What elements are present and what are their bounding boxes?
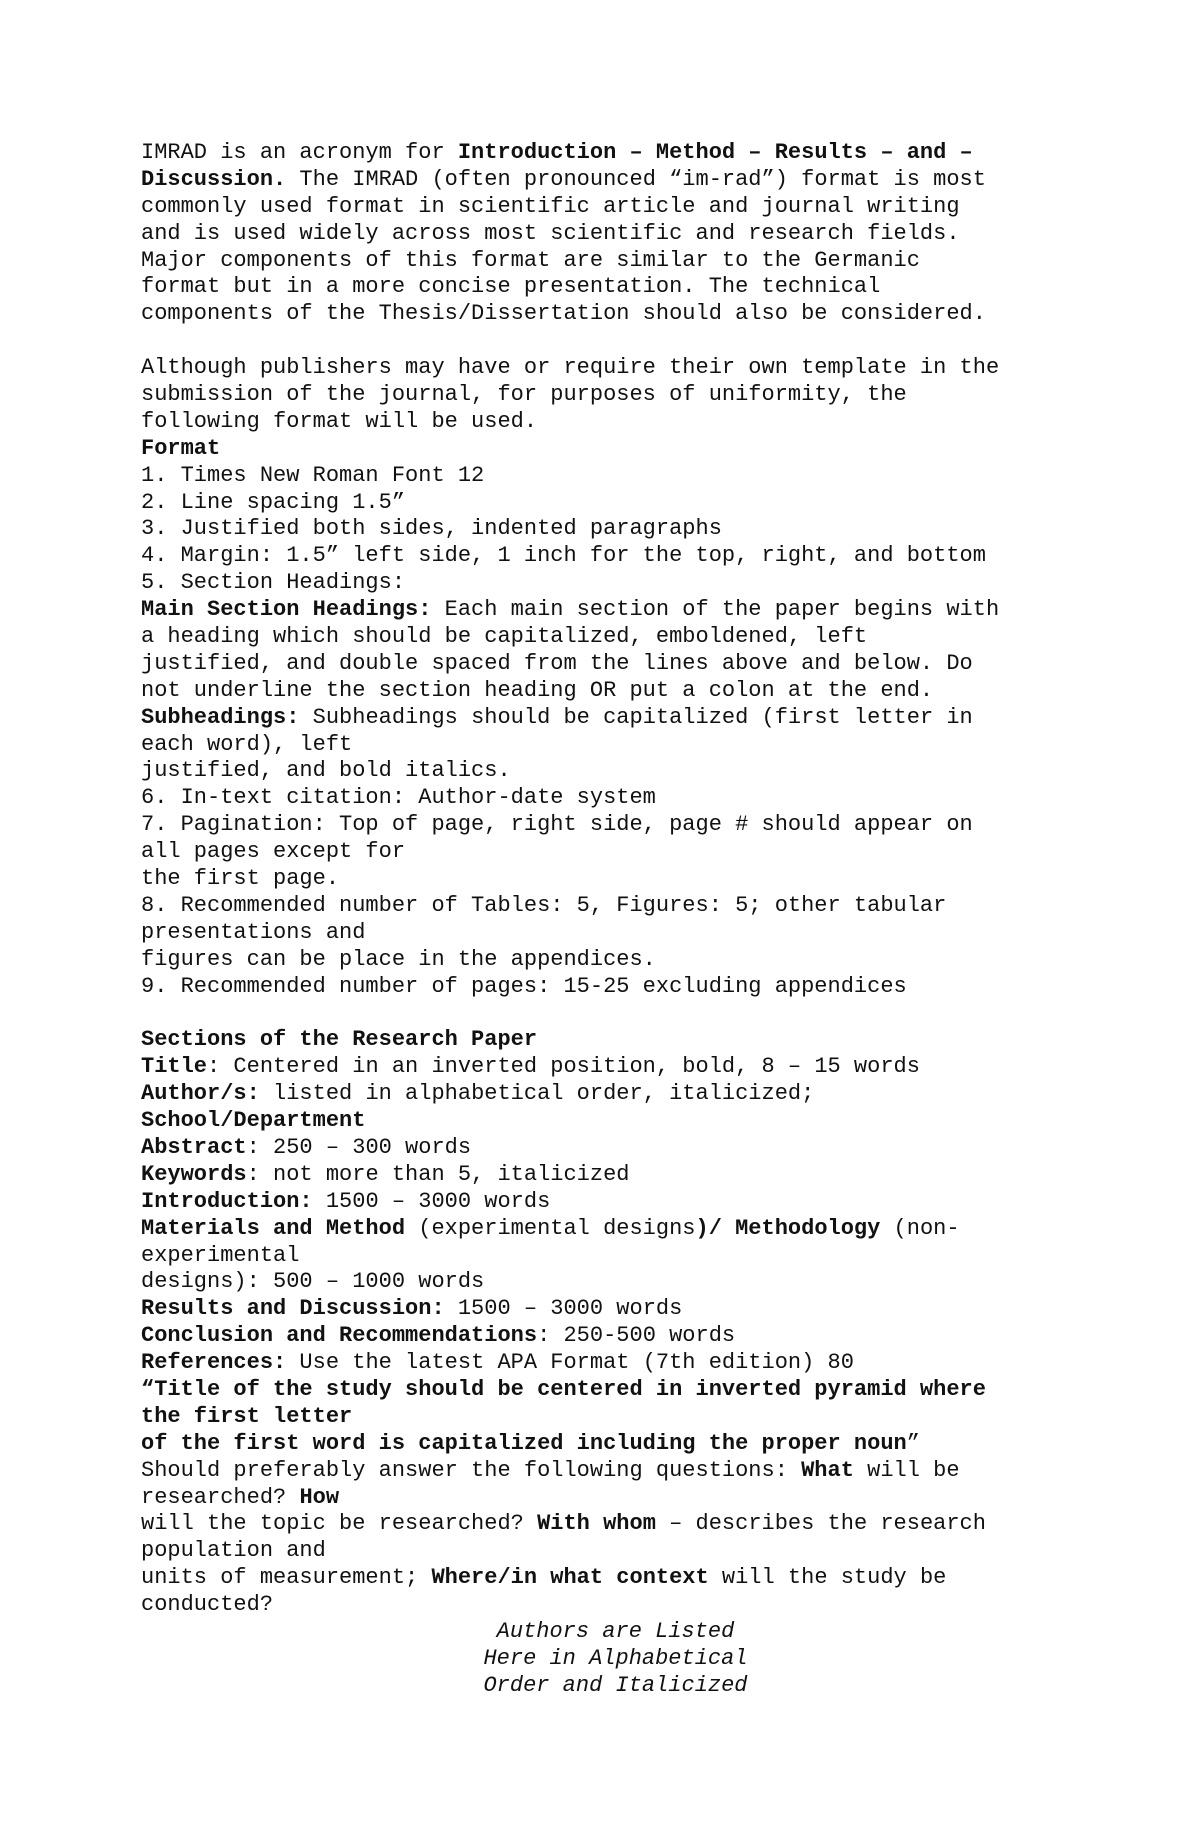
text-segment: researched? <box>141 1484 300 1510</box>
text-segment: experimental <box>141 1242 300 1268</box>
text-line <box>141 1162 1120 1189</box>
bold-segment: Author/s: <box>141 1081 260 1107</box>
text-segment: : Centered in an inverted position, bold, 8 – 15 words <box>207 1054 920 1080</box>
text-segment: the first page. <box>141 866 340 892</box>
bold-segment: the first letter <box>141 1403 353 1429</box>
text-segment: and is used widely across most scientific and research fields. <box>141 220 960 246</box>
text-segment: conducted? <box>141 1592 274 1618</box>
text-segment: 7. Pagination: Top of page, right side, page # should appear on <box>141 812 973 838</box>
sections-list <box>141 1027 1120 1619</box>
bold-segment: What <box>801 1457 854 1483</box>
text-line <box>141 1081 1120 1108</box>
bold-segment: Introduction – Method – Results – and – <box>457 140 973 165</box>
publishers-paragraph <box>141 355 1120 436</box>
text-segment: each word), left <box>141 731 353 757</box>
text-line <box>141 1538 1120 1565</box>
bold-segment: Discussion. <box>141 166 287 192</box>
text-line <box>141 812 1120 839</box>
authors-example-line: Authors are Listed <box>496 1618 735 1644</box>
text-segment: 6. In-text citation: Author-date system <box>141 785 656 811</box>
text-segment: commonly used format in scientific article and journal writing <box>141 193 960 219</box>
text-segment: Subheadings should be capitalized (first letter in <box>299 704 973 730</box>
text-line <box>141 1404 1120 1431</box>
text-line <box>141 839 1120 866</box>
text-segment: 2. Line spacing 1.5” <box>141 489 406 515</box>
text-line <box>141 1054 1120 1081</box>
text-segment: 5. Section Headings: <box>141 570 406 596</box>
text-segment: 1500 – 3000 words <box>312 1188 551 1214</box>
text-segment: will the study be <box>708 1565 947 1591</box>
text-line <box>141 140 1120 167</box>
text-line <box>141 1216 1120 1243</box>
text-line <box>141 1135 1120 1162</box>
text-line <box>141 167 1120 194</box>
bold-segment: “Title of the study should be centered in inverted pyramid where <box>141 1376 986 1402</box>
text-segment: : 250 – 300 words <box>246 1134 472 1160</box>
text-line <box>141 651 1120 678</box>
text-line <box>141 732 1120 759</box>
text-segment: Use the latest APA Format (7th edition) 80 <box>286 1350 854 1376</box>
text-segment: will be <box>853 1457 960 1483</box>
text-segment: ” <box>906 1430 920 1456</box>
bold-segment: of the first word is capitalized including the proper noun <box>141 1430 907 1456</box>
text-segment: 1500 – 3000 words <box>444 1296 683 1322</box>
text-line <box>141 1458 1120 1485</box>
text-segment: justified, and bold italics. <box>141 758 511 784</box>
text-line <box>141 705 1120 732</box>
text-line <box>141 194 1120 221</box>
text-segment: 3. Justified both sides, indented paragraphs <box>141 516 722 542</box>
bold-segment: Results and Discussion: <box>141 1296 445 1322</box>
text-segment: presentations and <box>141 919 366 945</box>
text-segment: figures can be place in the appendices. <box>141 946 656 972</box>
bold-segment: Sections of the Research Paper <box>141 1027 538 1053</box>
bold-segment: With whom <box>537 1511 656 1537</box>
text-segment: IMRAD is an acronym for <box>141 140 458 165</box>
text-segment: Although publishers may have or require their own template in the <box>141 355 1000 381</box>
text-segment: designs): 500 – 1000 words <box>141 1269 485 1295</box>
text-line <box>141 1296 1120 1323</box>
text-line <box>141 1511 1120 1538</box>
text-line <box>141 382 1120 409</box>
bold-segment: How <box>299 1484 340 1510</box>
text-line <box>141 866 1120 893</box>
bold-segment: Format <box>141 435 221 461</box>
text-segment: 9. Recommended number of pages: 15-25 excluding appendices <box>141 973 907 999</box>
text-line <box>141 974 1120 1001</box>
text-line <box>141 947 1120 974</box>
text-line <box>141 678 1120 705</box>
text-segment: 8. Recommended number of Tables: 5, Figures: 5; other tabular <box>141 892 947 918</box>
text-segment: 4. Margin: 1.5” left side, 1 inch for the top, right, and bottom <box>141 543 986 569</box>
authors-example-line: Here in Alphabetical <box>483 1645 748 1671</box>
text-segment: format but in a more concise presentation. The technical <box>141 274 881 300</box>
text-segment: The IMRAD (often pronounced “im-rad”) format is most <box>286 166 986 192</box>
text-segment: not underline the section heading OR put a colon at the end. <box>141 677 934 703</box>
format-list <box>141 436 1120 1001</box>
bold-segment: Subheadings: <box>141 704 300 730</box>
text-segment: Major components of this format are similar to the Germanic <box>141 247 920 273</box>
text-segment: will the topic be researched? <box>141 1511 538 1537</box>
intro-paragraph <box>141 140 1120 328</box>
paragraph-spacer <box>141 328 1120 355</box>
text-segment: population and <box>141 1538 326 1564</box>
bold-segment: Introduction: <box>141 1188 313 1214</box>
paragraph-spacer <box>141 1001 1120 1028</box>
bold-segment: Title <box>141 1054 208 1080</box>
text-segment: Each main section of the paper begins with <box>431 597 1000 623</box>
text-line <box>141 597 1120 624</box>
bold-segment: School/Department <box>141 1108 366 1134</box>
text-line <box>141 1350 1120 1377</box>
text-segment: – describes the research <box>655 1511 986 1537</box>
text-line <box>141 1108 1120 1135</box>
text-line <box>141 463 1120 490</box>
authors-example-line: Order and Italicized <box>483 1672 748 1698</box>
bold-segment: References: <box>141 1350 287 1376</box>
text-line <box>141 1592 1120 1619</box>
text-line <box>141 1565 1120 1592</box>
text-line <box>141 436 1120 463</box>
text-segment: Should preferably answer the following questions: <box>141 1457 802 1483</box>
text-line <box>141 221 1120 248</box>
text-segment: a heading which should be capitalized, emboldened, left <box>141 624 868 650</box>
text-line <box>141 893 1120 920</box>
bold-segment: Materials and Method <box>141 1215 406 1241</box>
text-segment: units of measurement; <box>141 1565 432 1591</box>
bold-segment: )/ Methodology <box>695 1215 881 1241</box>
authors-example <box>141 1619 1120 1700</box>
text-segment: following format will be used. <box>141 408 538 434</box>
bold-segment: Keywords <box>141 1161 247 1187</box>
text-line <box>141 409 1120 436</box>
text-line <box>141 1027 1120 1054</box>
text-segment: justified, and double spaced from the lines above and below. Do <box>141 650 973 676</box>
text-segment: : not more than 5, italicized <box>246 1161 630 1187</box>
text-line <box>141 301 1120 328</box>
text-line <box>141 355 1120 382</box>
text-line <box>141 1269 1120 1296</box>
text-segment: components of the Thesis/Dissertation should also be considered. <box>141 301 986 327</box>
text-segment: 1. Times New Roman Font 12 <box>141 462 485 488</box>
text-line <box>141 1485 1120 1512</box>
text-line <box>141 248 1120 275</box>
text-line <box>141 1189 1120 1216</box>
bold-segment: Main Section Headings: <box>141 597 432 623</box>
bold-segment: Where/in what context <box>431 1565 709 1591</box>
text-segment: listed in alphabetical order, italicized; <box>259 1081 815 1107</box>
text-segment: : 250-500 words <box>537 1323 736 1349</box>
bold-segment: Abstract <box>141 1134 247 1160</box>
bold-segment: Conclusion and Recommendations <box>141 1323 538 1349</box>
text-line <box>141 1431 1120 1458</box>
text-segment: (experimental designs <box>405 1215 696 1241</box>
text-line <box>141 624 1120 651</box>
text-segment: all pages except for <box>141 839 406 865</box>
text-line <box>141 920 1120 947</box>
text-line <box>141 543 1120 570</box>
text-line <box>141 758 1120 785</box>
text-line <box>141 785 1120 812</box>
text-line <box>141 516 1120 543</box>
text-line <box>141 1377 1120 1404</box>
text-segment: (non- <box>880 1215 960 1241</box>
text-line <box>141 274 1120 301</box>
text-segment: submission of the journal, for purposes of uniformity, the <box>141 382 907 408</box>
text-line <box>141 490 1120 517</box>
text-line <box>141 570 1120 597</box>
text-line <box>141 1323 1120 1350</box>
text-line <box>141 1243 1120 1270</box>
